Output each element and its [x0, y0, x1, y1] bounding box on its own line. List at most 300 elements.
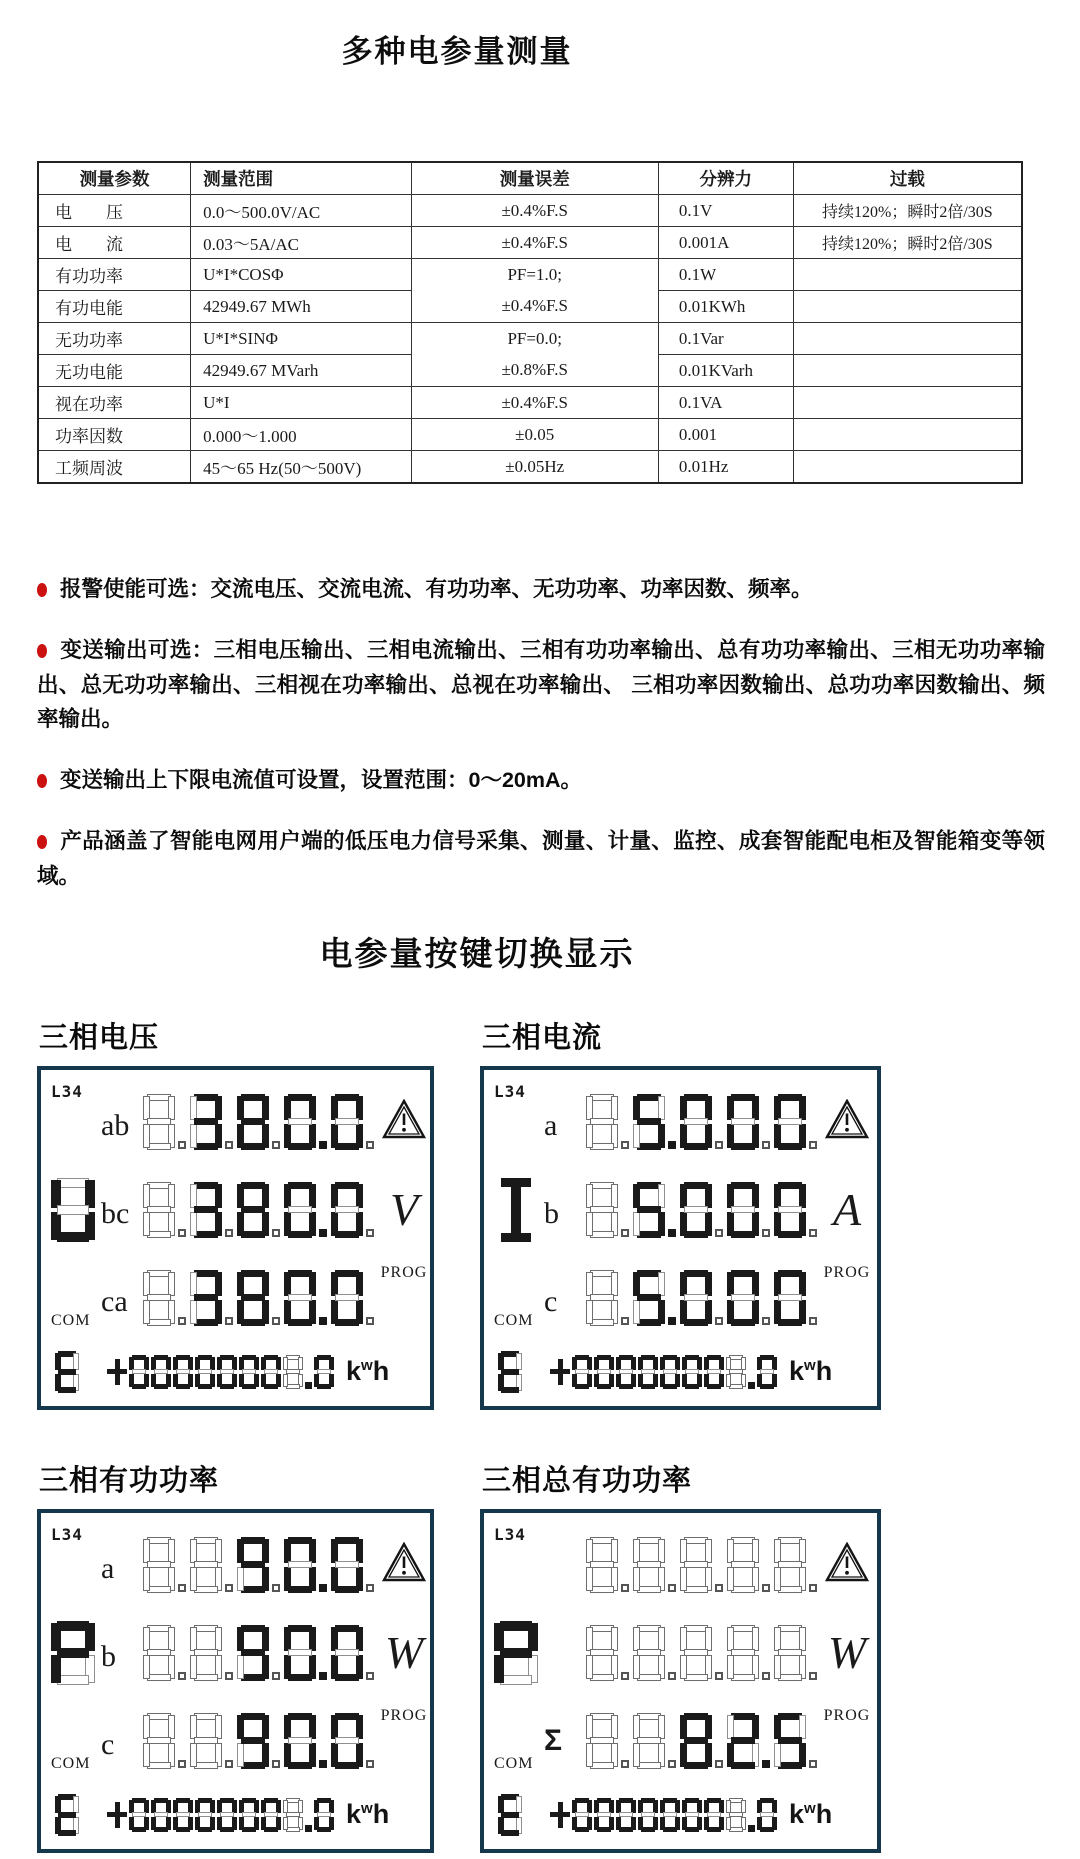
- table-row: [38, 323, 1022, 355]
- segment: [190, 1743, 197, 1767]
- decimal-point: [366, 1760, 374, 1768]
- segment: [660, 1374, 665, 1387]
- segment: [314, 1357, 319, 1370]
- segment: [286, 1384, 300, 1389]
- unit-label: V: [389, 1184, 419, 1236]
- segment: [284, 1212, 291, 1236]
- decimal-point: [668, 1760, 676, 1768]
- plus-bar: [107, 1812, 127, 1817]
- segment: [215, 1539, 222, 1563]
- energy-row: [51, 1342, 422, 1402]
- segment: [288, 1206, 312, 1213]
- table-row: [38, 451, 1022, 484]
- seg-digit: [572, 1355, 592, 1389]
- segment: [731, 1143, 755, 1150]
- segment: [335, 1586, 359, 1593]
- table-cell: U*I: [191, 387, 411, 419]
- lcd-right-slot: [821, 1183, 873, 1236]
- ghost-digit: [774, 1625, 806, 1681]
- segment: [757, 1817, 762, 1830]
- segment: [633, 1567, 640, 1591]
- segment: [799, 1272, 806, 1296]
- segment: [680, 1300, 687, 1324]
- ghost-digit: [143, 1537, 175, 1593]
- segment: [633, 1627, 640, 1651]
- segment: [774, 1567, 781, 1591]
- segment: [719, 1357, 724, 1370]
- segment: [799, 1096, 806, 1120]
- table-cell: 0.03～5A/AC: [191, 227, 411, 259]
- segment: [726, 1374, 731, 1387]
- segment: [586, 1539, 593, 1563]
- decimal-point: [668, 1317, 676, 1325]
- segment: [168, 1627, 175, 1651]
- segment: [774, 1743, 781, 1767]
- ghost-digit: [726, 1355, 746, 1389]
- phase-label: b: [544, 1196, 559, 1230]
- ghost-digit: [680, 1537, 712, 1593]
- segment: [241, 1762, 265, 1769]
- column-header: 测量误差: [411, 162, 658, 195]
- kwh-label: $k^wh$: [346, 1356, 390, 1387]
- lcd-row: [51, 1166, 422, 1254]
- seg-digit: [284, 1625, 316, 1681]
- segment: [190, 1184, 197, 1208]
- segment: [778, 1649, 802, 1656]
- digit-group: [143, 1182, 378, 1238]
- segment: [752, 1184, 759, 1208]
- segment: [704, 1374, 709, 1387]
- big-letter-I: [494, 1178, 538, 1242]
- lcd-right-slot: [378, 1254, 430, 1282]
- segment: [684, 1118, 708, 1125]
- segment: [239, 1800, 244, 1813]
- segment: [220, 1827, 234, 1832]
- segment: [704, 1817, 709, 1830]
- segment: [309, 1184, 316, 1208]
- segment: [638, 1817, 643, 1830]
- segment: [752, 1272, 759, 1296]
- segment: [631, 1357, 636, 1370]
- segment: [286, 1812, 300, 1817]
- segment: [729, 1369, 743, 1374]
- segment: [298, 1357, 303, 1370]
- segment: [727, 1212, 734, 1236]
- segment: [276, 1357, 281, 1370]
- segment: [55, 1796, 61, 1813]
- segment: [262, 1627, 269, 1651]
- digit-group: [143, 1537, 378, 1593]
- seg-digit: [190, 1270, 222, 1326]
- segment: [731, 1118, 755, 1125]
- decimal-point: [715, 1584, 723, 1592]
- segment: [705, 1715, 712, 1739]
- segment: [772, 1357, 777, 1370]
- seg-digit: [633, 1094, 665, 1150]
- ghost-digit: [586, 1713, 618, 1769]
- segment: [237, 1715, 244, 1739]
- segment: [760, 1827, 774, 1832]
- seg-digit: [217, 1798, 237, 1832]
- segment: [575, 1384, 589, 1389]
- decimal-point: [621, 1141, 629, 1149]
- segment: [147, 1143, 171, 1150]
- segment: [284, 1096, 291, 1120]
- segment: [774, 1124, 781, 1148]
- seg-digit: [704, 1798, 724, 1832]
- segment: [684, 1319, 708, 1326]
- decimal-point: [178, 1672, 186, 1680]
- seg-digit: [727, 1182, 759, 1238]
- lcd-panel: [37, 1015, 434, 1410]
- decimal-point: [272, 1317, 280, 1325]
- decimal-point: [272, 1672, 280, 1680]
- segment: [682, 1374, 687, 1387]
- lcd-panels-grid: [37, 1015, 1080, 1853]
- com-label: COM: [51, 1754, 91, 1772]
- segment: [590, 1649, 614, 1656]
- lcd-row: [51, 1521, 422, 1609]
- segment: [190, 1627, 197, 1651]
- decimal-point: [225, 1141, 233, 1149]
- segment: [237, 1124, 244, 1148]
- seg-digit: [195, 1355, 215, 1389]
- ghost-digit: [143, 1713, 175, 1769]
- ghost-digit: [586, 1537, 618, 1593]
- segment: [132, 1369, 146, 1374]
- segment: [241, 1674, 265, 1681]
- segment: [731, 1762, 755, 1769]
- segment: [680, 1212, 687, 1236]
- segment: [143, 1715, 150, 1739]
- seg-digit: [331, 1625, 363, 1681]
- segment: [264, 1812, 278, 1817]
- segment: [317, 1827, 331, 1832]
- segment: [284, 1567, 291, 1591]
- segment: [55, 1353, 61, 1370]
- segment: [684, 1143, 708, 1150]
- segment: [284, 1627, 291, 1651]
- phase-label: b: [101, 1639, 116, 1673]
- segment: [633, 1655, 640, 1679]
- segment: [752, 1096, 759, 1120]
- segment: [188, 1800, 193, 1813]
- ghost-digit: [726, 1798, 746, 1832]
- segment: [594, 1357, 599, 1370]
- segment: [195, 1800, 200, 1813]
- segment: [283, 1817, 288, 1830]
- table-cell: ±0.05Hz: [411, 451, 658, 484]
- segment: [680, 1272, 687, 1296]
- segment: [58, 1369, 76, 1375]
- kwh-label: $k^wh$: [789, 1799, 833, 1830]
- table-cell: [793, 451, 1022, 484]
- segment: [198, 1384, 212, 1389]
- segment: [147, 1294, 171, 1301]
- segment: [356, 1539, 363, 1563]
- column-header: 分辨力: [658, 162, 793, 195]
- seg-digit: [616, 1355, 636, 1389]
- seg-digit: [237, 1625, 269, 1681]
- table-cell: 功率因数: [38, 419, 191, 451]
- seg-digit: [774, 1270, 806, 1326]
- segment: [261, 1817, 266, 1830]
- segment: [147, 1319, 171, 1326]
- segment: [241, 1561, 265, 1568]
- segment: [597, 1812, 611, 1817]
- ghost-digit: [727, 1537, 759, 1593]
- segment: [335, 1674, 359, 1681]
- plus-sign-icon: [107, 1355, 127, 1389]
- segment: [726, 1357, 731, 1370]
- lcd-left-slot: [494, 1178, 544, 1242]
- segment: [778, 1737, 802, 1744]
- seg-digit: [498, 1351, 522, 1393]
- segment: [237, 1300, 244, 1324]
- segment: [590, 1762, 614, 1769]
- lcd-left-slot: [494, 1312, 544, 1342]
- ghost-digit: [727, 1625, 759, 1681]
- segment: [611, 1539, 618, 1563]
- phase-label: c: [544, 1284, 558, 1318]
- segment: [500, 1648, 532, 1658]
- segment: [705, 1627, 712, 1651]
- seg-digit: [704, 1355, 724, 1389]
- unit-label: W: [827, 1627, 867, 1679]
- segment: [616, 1800, 621, 1813]
- segment: [261, 1800, 266, 1813]
- lcd-left-slot: [51, 1178, 101, 1242]
- seg-digit: [774, 1182, 806, 1238]
- segment: [242, 1827, 256, 1832]
- lcd-display: [37, 1509, 434, 1853]
- segment: [309, 1715, 316, 1739]
- segment: [590, 1118, 614, 1125]
- digit-group: [586, 1182, 821, 1238]
- segment: [190, 1124, 197, 1148]
- segment: [198, 1369, 212, 1374]
- segment: [572, 1800, 577, 1813]
- segment: [760, 1369, 774, 1374]
- segment: [356, 1096, 363, 1120]
- decimal-point: [715, 1141, 723, 1149]
- segment: [143, 1096, 150, 1120]
- segment: [284, 1124, 291, 1148]
- segment: [774, 1539, 781, 1563]
- table-cell: 0.1Var: [658, 323, 793, 355]
- energy-row: [494, 1342, 869, 1402]
- segment: [195, 1374, 200, 1387]
- segment: [288, 1586, 312, 1593]
- lcd-left-slot: [494, 1755, 544, 1785]
- segment: [57, 1675, 89, 1685]
- seg-digit: [129, 1798, 149, 1832]
- segment: [619, 1812, 633, 1817]
- segment: [611, 1096, 618, 1120]
- seg-digit: [261, 1798, 281, 1832]
- table-cell: 电 流: [38, 227, 191, 259]
- decimal-point: [621, 1229, 629, 1237]
- segment: [85, 1180, 95, 1208]
- segment: [288, 1294, 312, 1301]
- seg-digit: [727, 1094, 759, 1150]
- segment: [778, 1143, 802, 1150]
- segment: [154, 1384, 168, 1389]
- segment: [309, 1096, 316, 1120]
- table-cell: [793, 387, 1022, 419]
- ghost-digit: [283, 1798, 303, 1832]
- segment: [215, 1272, 222, 1296]
- table-cell: U*I*COSΦ: [191, 259, 411, 291]
- segment: [619, 1384, 633, 1389]
- segment: [176, 1369, 190, 1374]
- segment: [288, 1737, 312, 1744]
- segment: [774, 1212, 781, 1236]
- table-cell: 无功电能: [38, 355, 191, 387]
- seg-digit: [638, 1355, 658, 1389]
- segment: [190, 1300, 197, 1324]
- segment: [597, 1384, 611, 1389]
- ghost-digit: [586, 1270, 618, 1326]
- seg-digit: [284, 1182, 316, 1238]
- seg-digit: [129, 1355, 149, 1389]
- segment: [757, 1357, 762, 1370]
- segment: [241, 1319, 265, 1326]
- segment: [144, 1357, 149, 1370]
- segment: [335, 1231, 359, 1238]
- segment: [727, 1567, 734, 1591]
- table-cell: 电 压: [38, 195, 191, 227]
- table-cell: 有功电能: [38, 291, 191, 323]
- digit-group: [586, 1625, 821, 1681]
- segment: [143, 1655, 150, 1679]
- segment: [239, 1817, 244, 1830]
- segment: [276, 1800, 281, 1813]
- segment: [778, 1674, 802, 1681]
- segment: [241, 1143, 265, 1150]
- segment: [232, 1800, 237, 1813]
- bullet-text: 产品涵盖了智能电网用户端的低压电力信号采集、测量、计量、监控、成套智能配电柜及智能箱变等领域。: [37, 829, 1045, 888]
- plus-sign-icon: [550, 1355, 570, 1389]
- segment: [262, 1096, 269, 1120]
- sigma-label: Σ: [544, 1723, 563, 1757]
- table-cell: 0.001: [658, 419, 793, 451]
- segment: [631, 1800, 636, 1813]
- segment: [284, 1539, 291, 1563]
- segment: [633, 1300, 640, 1324]
- feature-bullet: [37, 824, 1045, 894]
- segment: [284, 1655, 291, 1679]
- seg-digit: [51, 1178, 95, 1242]
- lcd-panel: [37, 1458, 434, 1853]
- decimal-point: [319, 1672, 327, 1680]
- decimal-point: [366, 1672, 374, 1680]
- segment: [194, 1294, 218, 1301]
- segment: [774, 1096, 781, 1120]
- segment: [707, 1369, 721, 1374]
- decimal-point: [809, 1672, 817, 1680]
- segment: [731, 1206, 755, 1213]
- segment: [682, 1817, 687, 1830]
- segment: [335, 1762, 359, 1769]
- segment: [284, 1272, 291, 1296]
- segment: [597, 1369, 611, 1374]
- segment: [309, 1272, 316, 1296]
- unit-label: W: [384, 1627, 424, 1679]
- prog-label: PROG: [380, 1263, 428, 1281]
- segment: [314, 1817, 319, 1830]
- system-indicator: L34: [51, 1081, 83, 1101]
- segment: [774, 1300, 781, 1324]
- segment: [609, 1800, 614, 1813]
- segment: [194, 1674, 218, 1681]
- segment: [147, 1762, 171, 1769]
- bullet-dot-icon: [37, 835, 47, 849]
- segment: [288, 1143, 312, 1150]
- seg-digit: [261, 1355, 281, 1389]
- phase-label: a: [101, 1551, 115, 1585]
- segment: [611, 1272, 618, 1296]
- segment: [335, 1118, 359, 1125]
- ghost-digit: [190, 1713, 222, 1769]
- segment: [727, 1184, 734, 1208]
- feature-bullet: [37, 633, 1045, 737]
- segment: [85, 1623, 95, 1651]
- decimal-point: [272, 1760, 280, 1768]
- lcd-right-slot: [821, 1697, 873, 1725]
- decimal-point: [272, 1584, 280, 1592]
- decimal-point: [809, 1760, 817, 1768]
- segment: [314, 1374, 319, 1387]
- seg-digit: [237, 1713, 269, 1769]
- segment: [663, 1827, 677, 1832]
- table-row: [38, 195, 1022, 227]
- segment: [774, 1184, 781, 1208]
- ghost-digit: [190, 1625, 222, 1681]
- segment: [356, 1184, 363, 1208]
- segment: [727, 1539, 734, 1563]
- segment: [331, 1272, 338, 1296]
- segment: [778, 1206, 802, 1213]
- system-indicator: L34: [494, 1081, 526, 1101]
- segment: [166, 1357, 171, 1370]
- decimal-point: [225, 1317, 233, 1325]
- segment: [198, 1827, 212, 1832]
- segment: [143, 1272, 150, 1296]
- segment: [778, 1586, 802, 1593]
- segment: [633, 1743, 640, 1767]
- segment: [590, 1586, 614, 1593]
- table-cell: 42949.67 MWh: [191, 291, 411, 323]
- segment: [58, 1812, 76, 1818]
- segment: [356, 1272, 363, 1296]
- segment: [590, 1561, 614, 1568]
- table-cell: ±0.8%F.S: [411, 355, 658, 387]
- feature-bullet: [37, 572, 1045, 607]
- column-header: 测量范围: [191, 162, 411, 195]
- digit-group: [586, 1094, 821, 1150]
- segment: [331, 1300, 338, 1324]
- segment: [675, 1800, 680, 1813]
- seg-digit: [633, 1270, 665, 1326]
- seg-digit: [572, 1798, 592, 1832]
- decimal-point: [809, 1229, 817, 1237]
- lcd-panel-title: 三相有功功率: [39, 1464, 220, 1497]
- decimal-point: [762, 1317, 770, 1325]
- segment: [500, 1675, 532, 1685]
- segment: [516, 1796, 522, 1813]
- segment: [752, 1627, 759, 1651]
